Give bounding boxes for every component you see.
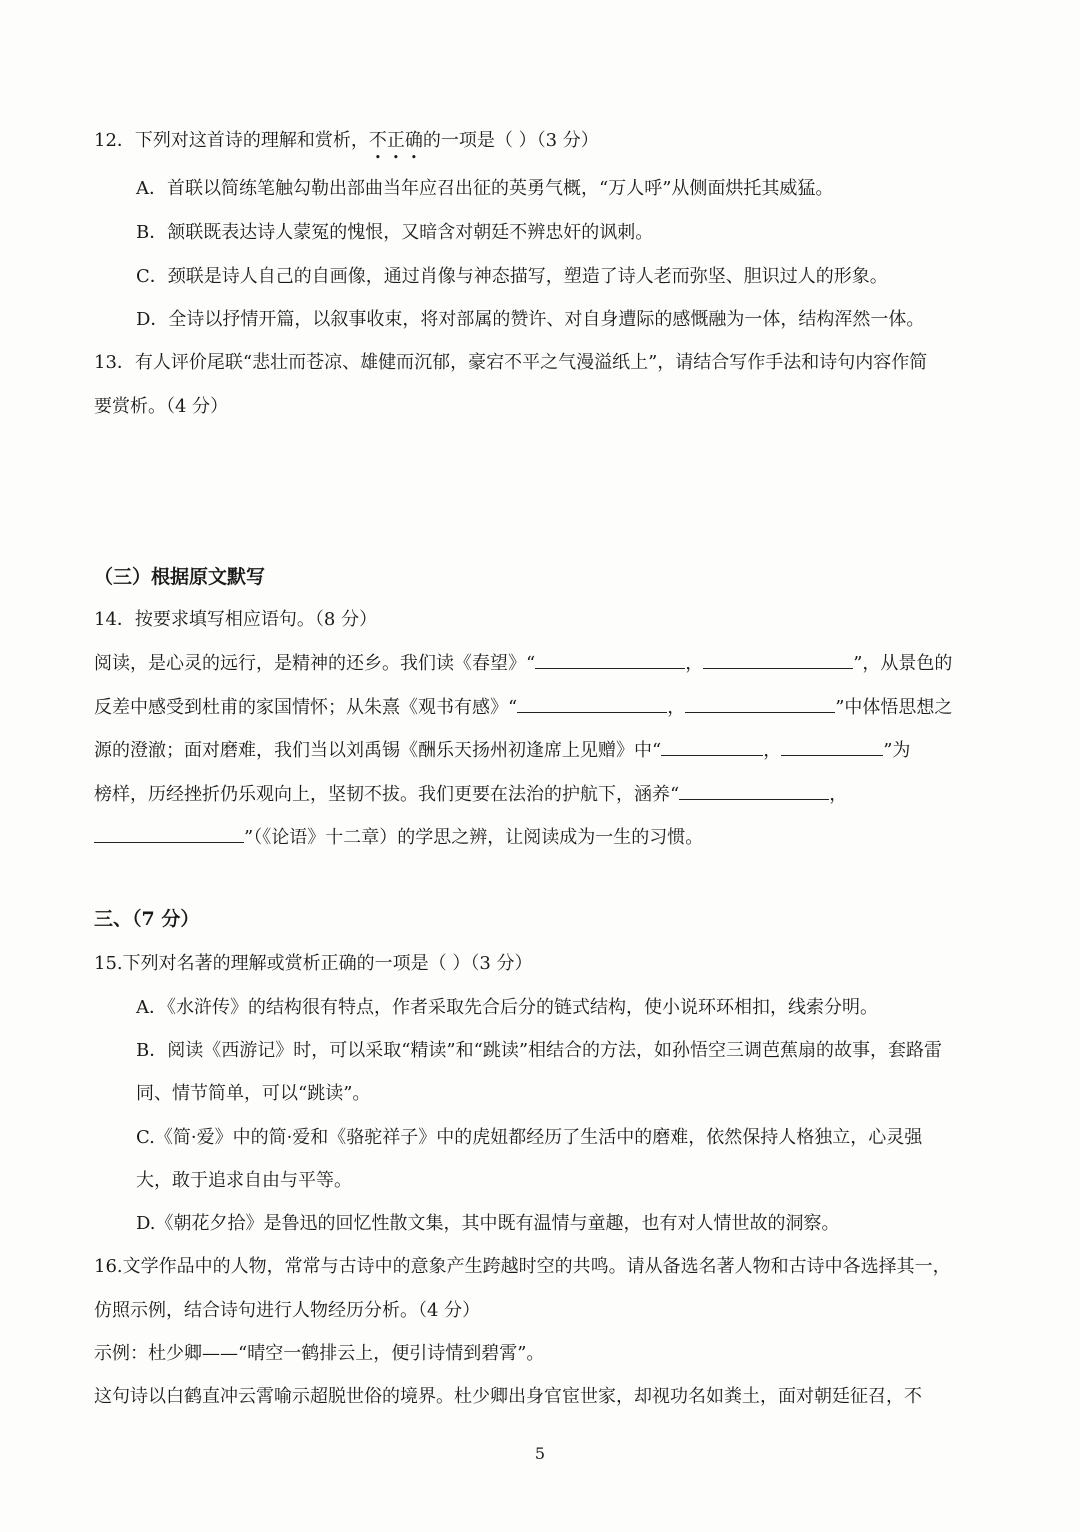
q14-comma: ， — [667, 697, 686, 718]
q14-line2 — [94, 696, 1080, 719]
section-heading-recitation: （三）根据原文默写 — [94, 566, 266, 588]
q14-line5 — [94, 826, 1080, 849]
answer-blank[interactable] — [781, 739, 883, 756]
q14-text: ”，从景色的 — [853, 653, 953, 674]
q14-line1 — [94, 652, 1080, 675]
q15-option-b-line1: B．阅读《西游记》时，可以采取“精读”和“跳读”相结合的方法，如孙悟空三调芭蕉扇的故事，套路雷 — [136, 1040, 943, 1061]
q15-option-a: A．《水浒传》的结构很有特点，作者采取先合后分的链式结构，使小说环环相扣，线索分明。 — [136, 997, 878, 1018]
q12-stem-text-end: 的一项是（ ）（3 分） — [422, 130, 599, 151]
q15-option-d: D.《朝花夕拾》是鲁迅的回忆性散文集，其中既有温情与童趣，也有对人情世故的洞察。 — [136, 1213, 840, 1234]
q14-text: ”中体悟思想之 — [835, 697, 953, 718]
q14-comma: ， — [685, 653, 704, 674]
emphasis-char: 不 — [368, 130, 387, 151]
answer-blank[interactable] — [535, 652, 685, 669]
q14-line3 — [94, 739, 1080, 762]
q14-text: 榜样，历经挫折仍乐观向上，坚韧不拔。我们更要在法治的护航下，涵养“ — [94, 784, 680, 805]
q14-stem: 14．按要求填写相应语句。（8 分） — [94, 609, 378, 630]
q14-text: 反差中感受到杜甫的家国情怀；从朱熹《观书有感》“ — [94, 697, 518, 718]
q16-stem-line2: 仿照示例，结合诗句进行人物经历分析。（4 分） — [94, 1300, 481, 1321]
emphasis-char: 确 — [404, 130, 423, 151]
q14-text: 阅读，是心灵的远行，是精神的还乡。我们读《春望》“ — [94, 653, 536, 674]
q14-text: ”为 — [883, 740, 911, 761]
answer-blank[interactable] — [703, 652, 853, 669]
q15-option-b-line2: 同、情节简单，可以“跳读”。 — [136, 1083, 371, 1104]
part-three-heading: 三、（7 分） — [94, 908, 200, 930]
q14-comma: ， — [763, 740, 782, 761]
q16-example: 示例：杜少卿——“晴空一鹤排云上，便引诗情到碧霄”。 — [94, 1343, 545, 1364]
q14-text: 源的澄澈；面对磨难，我们当以刘禹锡《酬乐天扬州初逢席上见赠》中“ — [94, 740, 662, 761]
q12-option-b: B．颔联既表达诗人蒙冤的愧恨，又暗含对朝廷不辨忠奸的讽刺。 — [136, 222, 654, 243]
answer-blank[interactable] — [517, 696, 667, 713]
q12-option-a: A．首联以简练笔触勾勒出部曲当年应召出征的英勇气概，“万人呼”从侧面烘托其威猛。 — [136, 178, 834, 199]
q15-option-c-line1: C.《简·爱》中的简·爱和《骆驼祥子》中的虎妞都经历了生活中的磨难，依然保持人格独立，心灵强 — [136, 1127, 923, 1148]
answer-blank[interactable] — [94, 826, 244, 843]
answer-blank[interactable] — [679, 783, 829, 800]
q13-stem-line1: 13．有人评价尾联“悲壮而苍凉、雄健而沉郁，豪宕不平之气漫溢纸上”，请结合写作手法和诗句内容作简 — [94, 352, 928, 373]
answer-blank[interactable] — [685, 696, 835, 713]
q12-option-c: C．颈联是诗人自己的自画像，通过肖像与神态描写，塑造了诗人老而弥坚、胆识过人的形象。 — [136, 266, 888, 287]
q15-option-c-line2: 大，敢于追求自由与平等。 — [136, 1170, 352, 1191]
q14-comma: ， — [829, 784, 848, 805]
q12-stem — [94, 130, 1080, 152]
page-number: 5 — [534, 1444, 546, 1463]
q14-line4 — [94, 783, 1080, 806]
q13-stem-line2: 要赏析。（4 分） — [94, 396, 229, 417]
q16-analysis-line: 这句诗以白鹤直冲云霄喻示超脱世俗的境界。杜少卿出身官宦世家，却视功名如粪土，面对朝廷征召，不 — [94, 1386, 922, 1407]
answer-blank[interactable] — [661, 739, 763, 756]
q12-stem-text: 12．下列对这首诗的理解和赏析， — [94, 130, 369, 151]
emphasis-char: 正 — [386, 130, 405, 151]
q15-stem: 15.下列对名著的理解或赏析正确的一项是（ ）（3 分） — [94, 953, 533, 974]
q12-option-d: D．全诗以抒情开篇，以叙事收束，将对部属的赞许、对自身遭际的感慨融为一体，结构浑然一体。 — [136, 309, 925, 330]
q14-text: ”（《论语》十二章）的学思之辨，让阅读成为一生的习惯。 — [244, 827, 704, 848]
q16-stem-line1: 16.文学作品中的人物，常常与古诗中的意象产生跨越时空的共鸣。请从备选名著人物和古诗中各选择其一， — [94, 1256, 951, 1277]
